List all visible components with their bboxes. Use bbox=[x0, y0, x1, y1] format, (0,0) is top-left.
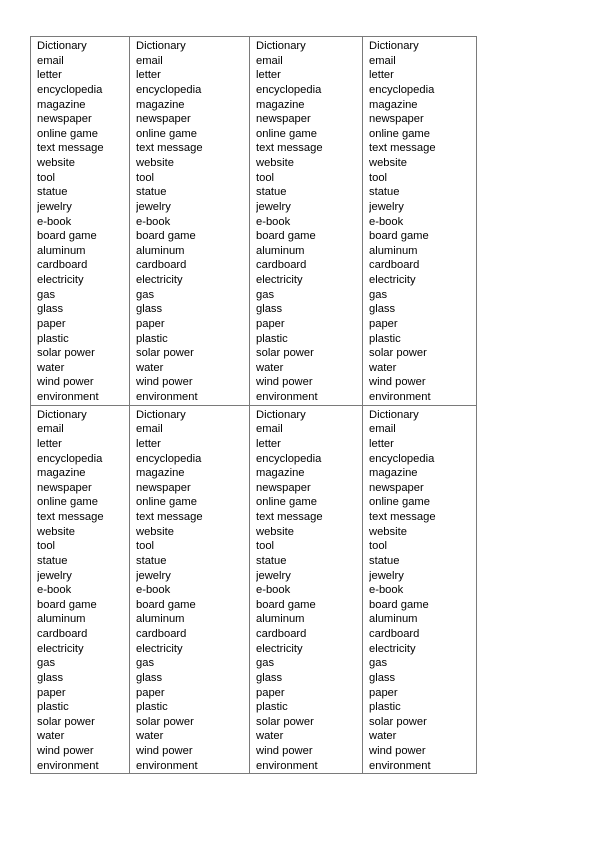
word-grid-table bbox=[30, 36, 477, 774]
word-list-item: email bbox=[136, 423, 163, 436]
word-list-item: tool bbox=[256, 171, 275, 184]
word-list-item: tool bbox=[136, 540, 155, 553]
word-list-item: statue bbox=[136, 186, 167, 199]
word-list-item: electricity bbox=[369, 642, 416, 655]
word-list-item: glass bbox=[256, 671, 283, 684]
word-list-item: email bbox=[369, 54, 396, 67]
word-list-item: Dictionary bbox=[37, 408, 87, 421]
word-list-item: email bbox=[136, 54, 163, 67]
word-list-item: online game bbox=[256, 127, 317, 140]
word-list-item: plastic bbox=[37, 701, 69, 714]
word-list-item: board game bbox=[136, 230, 196, 243]
word-list-item: newspaper bbox=[136, 113, 191, 126]
word-list-item: text message bbox=[256, 142, 323, 155]
word-list-item: plastic bbox=[256, 701, 288, 714]
word-list-item: plastic bbox=[256, 332, 288, 345]
word-list-item: email bbox=[256, 54, 283, 67]
word-list-item: letter bbox=[37, 437, 62, 450]
word-list-cell bbox=[363, 37, 477, 406]
word-list-item: text message bbox=[256, 511, 323, 523]
word-list-item: plastic bbox=[136, 332, 168, 345]
word-list-item: website bbox=[369, 157, 407, 169]
word-list-item: newspaper bbox=[369, 113, 424, 126]
word-list-item: email bbox=[37, 423, 64, 436]
word-list-cell bbox=[31, 37, 130, 406]
word-list-item: environment bbox=[37, 759, 99, 772]
word-list-item: letter bbox=[136, 437, 161, 450]
word-list-item: letter bbox=[369, 437, 394, 450]
word-list-item: tool bbox=[37, 540, 56, 553]
word-list-item: online game bbox=[136, 127, 197, 140]
grid-row bbox=[31, 37, 477, 406]
word-list-item: text message bbox=[136, 142, 203, 155]
word-list-item: website bbox=[37, 157, 75, 169]
word-list-item: statue bbox=[256, 186, 287, 199]
word-list-item: plastic bbox=[136, 701, 168, 714]
word-list-item: environment bbox=[136, 391, 198, 403]
word-list-item: solar power bbox=[136, 715, 194, 728]
word-list-item: letter bbox=[256, 69, 281, 82]
word-list-item: jewelry bbox=[369, 569, 404, 582]
word-list-item: glass bbox=[37, 671, 64, 684]
word-list-item: water bbox=[256, 730, 284, 743]
word-list-item: encyclopedia bbox=[37, 452, 103, 465]
word-list-item: aluminum bbox=[136, 613, 185, 626]
word-list-item: water bbox=[37, 730, 65, 743]
word-list-item: plastic bbox=[37, 332, 69, 345]
word-list-item: solar power bbox=[369, 347, 427, 360]
word-list-item: newspaper bbox=[37, 481, 92, 494]
word-list-item: wind power bbox=[369, 745, 426, 757]
word-list-item: magazine bbox=[37, 98, 86, 111]
word-list-item: board game bbox=[256, 230, 316, 243]
word-list-item: board game bbox=[136, 598, 196, 611]
word-list-item: online game bbox=[136, 496, 197, 509]
word-list-item: magazine bbox=[256, 467, 305, 480]
word-list-item: aluminum bbox=[369, 613, 418, 626]
word-list-item: gas bbox=[256, 657, 275, 670]
word-list-item: e-book bbox=[369, 215, 404, 228]
word-list-item: jewelry bbox=[256, 569, 291, 582]
word-list-item: e-book bbox=[37, 215, 72, 228]
word-list-cell bbox=[363, 405, 477, 774]
word-list-item: environment bbox=[136, 759, 198, 772]
word-list-item: Dictionary bbox=[369, 408, 419, 421]
word-list-item: wind power bbox=[256, 376, 313, 389]
word-list-item: letter bbox=[369, 69, 394, 82]
word-list-item: aluminum bbox=[369, 244, 418, 257]
word-grid-body bbox=[31, 37, 477, 774]
word-list-item: gas bbox=[37, 288, 56, 301]
word-list-item: online game bbox=[37, 127, 98, 140]
word-list-item: solar power bbox=[369, 715, 427, 728]
word-list-item: gas bbox=[136, 288, 155, 301]
word-list-item: paper bbox=[256, 686, 285, 699]
word-list-item: cardboard bbox=[369, 259, 420, 272]
word-list-item: jewelry bbox=[136, 200, 171, 213]
word-list-item: newspaper bbox=[256, 481, 311, 494]
word-list-item: text message bbox=[37, 142, 104, 155]
word-list-item: water bbox=[136, 730, 164, 743]
word-list-item: glass bbox=[369, 303, 396, 316]
word-list-item: cardboard bbox=[256, 628, 307, 640]
word-list-item: electricity bbox=[136, 642, 183, 655]
word-list-item: online game bbox=[256, 496, 317, 509]
word-list-cell bbox=[130, 37, 250, 406]
word-list-item: environment bbox=[256, 759, 318, 772]
word-list-item: jewelry bbox=[136, 569, 171, 582]
word-list-item: cardboard bbox=[369, 628, 420, 640]
word-list-item: electricity bbox=[136, 274, 183, 286]
word-list-item: board game bbox=[256, 598, 316, 611]
word-list-item: tool bbox=[369, 171, 388, 184]
word-list-item: email bbox=[37, 54, 64, 67]
word-list-item: water bbox=[369, 730, 397, 743]
word-list-item: statue bbox=[369, 186, 400, 199]
word-list-item: e-book bbox=[256, 584, 291, 597]
word-list-item: jewelry bbox=[37, 569, 72, 582]
word-list-item: tool bbox=[136, 171, 155, 184]
word-list-item: gas bbox=[369, 288, 388, 301]
word-list-item: encyclopedia bbox=[256, 452, 322, 465]
word-list-item: aluminum bbox=[256, 244, 305, 257]
word-list-item: e-book bbox=[136, 584, 171, 597]
word-list-item: Dictionary bbox=[37, 40, 87, 52]
word-list-item: environment bbox=[256, 391, 318, 403]
word-list-item: gas bbox=[256, 288, 275, 301]
word-list-item: magazine bbox=[369, 467, 418, 480]
word-list-item: solar power bbox=[256, 347, 314, 360]
word-list-item: paper bbox=[369, 686, 398, 699]
word-list-item: paper bbox=[136, 317, 165, 330]
word-list-item: online game bbox=[369, 496, 430, 509]
word-list-item: website bbox=[256, 525, 294, 538]
word-list-item: email bbox=[369, 423, 396, 436]
word-list-item: statue bbox=[136, 554, 167, 567]
word-list-item: electricity bbox=[256, 274, 303, 286]
word-list-item: magazine bbox=[136, 467, 185, 480]
word-list-cell bbox=[130, 405, 250, 774]
word-list-item: paper bbox=[369, 317, 398, 330]
word-list-item: cardboard bbox=[136, 259, 187, 272]
word-list-item: board game bbox=[37, 230, 97, 243]
word-list-item: gas bbox=[369, 657, 388, 670]
word-list-item: e-book bbox=[256, 215, 291, 228]
word-list-item: board game bbox=[37, 598, 97, 611]
word-list-item: letter bbox=[136, 69, 161, 82]
word-list-item: text message bbox=[37, 511, 104, 523]
word-list-item: environment bbox=[369, 759, 431, 772]
word-list-item: newspaper bbox=[136, 481, 191, 494]
word-list-item: glass bbox=[256, 303, 283, 316]
word-list-item: letter bbox=[37, 69, 62, 82]
word-list-item: paper bbox=[37, 317, 66, 330]
word-list-item: magazine bbox=[136, 98, 185, 111]
word-list-item: magazine bbox=[37, 467, 86, 480]
word-list-item: newspaper bbox=[369, 481, 424, 494]
word-list-item: wind power bbox=[256, 745, 313, 757]
word-list-cell bbox=[250, 405, 363, 774]
word-list-item: wind power bbox=[37, 376, 94, 389]
word-list-item: paper bbox=[136, 686, 165, 699]
word-list-item: glass bbox=[37, 303, 64, 316]
word-list-item: solar power bbox=[136, 347, 194, 360]
word-list-item: wind power bbox=[37, 745, 94, 757]
word-list-item: statue bbox=[37, 186, 68, 199]
word-list-item: solar power bbox=[37, 715, 95, 728]
word-list-item: Dictionary bbox=[136, 408, 186, 421]
word-list-item: encyclopedia bbox=[136, 83, 202, 96]
word-list-item: newspaper bbox=[37, 113, 92, 126]
word-list-item: encyclopedia bbox=[369, 83, 435, 96]
word-list-item: statue bbox=[256, 554, 287, 567]
word-list-item: online game bbox=[37, 496, 98, 509]
word-list-item: tool bbox=[256, 540, 275, 553]
word-list-item: board game bbox=[369, 230, 429, 243]
word-list-item: environment bbox=[369, 391, 431, 403]
word-list-item: electricity bbox=[369, 274, 416, 286]
word-list-item: glass bbox=[369, 671, 396, 684]
word-list-item: encyclopedia bbox=[369, 452, 435, 465]
word-list-item: wind power bbox=[136, 745, 193, 757]
word-list-cell bbox=[31, 405, 130, 774]
word-list-item: letter bbox=[256, 437, 281, 450]
word-list-item: Dictionary bbox=[256, 40, 306, 52]
word-list-item: glass bbox=[136, 671, 163, 684]
word-list-item: Dictionary bbox=[256, 408, 306, 421]
word-list-item: encyclopedia bbox=[136, 452, 202, 465]
word-list-item: glass bbox=[136, 303, 163, 316]
grid-row bbox=[31, 405, 477, 774]
word-list-item: gas bbox=[136, 657, 155, 670]
word-list-item: wind power bbox=[136, 376, 193, 389]
word-list-item: plastic bbox=[369, 701, 401, 714]
word-list-item: website bbox=[256, 157, 294, 169]
word-list-item: Dictionary bbox=[136, 40, 186, 52]
word-list-item: gas bbox=[37, 657, 56, 670]
word-list-item: e-book bbox=[136, 215, 171, 228]
word-list-item: cardboard bbox=[37, 628, 88, 640]
word-list-item: website bbox=[136, 525, 174, 538]
word-list-item: cardboard bbox=[256, 259, 307, 272]
word-list-item: cardboard bbox=[37, 259, 88, 272]
word-list-item: online game bbox=[369, 127, 430, 140]
word-list-item: magazine bbox=[256, 98, 305, 111]
word-list-item: email bbox=[256, 423, 283, 436]
word-list-item: solar power bbox=[37, 347, 95, 360]
word-list-item: jewelry bbox=[256, 200, 291, 213]
word-list-item: e-book bbox=[37, 584, 72, 597]
word-list-item: magazine bbox=[369, 98, 418, 111]
word-list-item: website bbox=[369, 525, 407, 538]
word-list-item: electricity bbox=[37, 274, 84, 286]
word-list-item: aluminum bbox=[37, 244, 86, 257]
word-list-item: website bbox=[136, 157, 174, 169]
word-list-item: water bbox=[256, 361, 284, 374]
word-list-item: water bbox=[37, 361, 65, 374]
word-list-cell bbox=[250, 37, 363, 406]
word-list-item: tool bbox=[369, 540, 388, 553]
word-list-item: newspaper bbox=[256, 113, 311, 126]
word-list-item: electricity bbox=[256, 642, 303, 655]
word-list-item: Dictionary bbox=[369, 40, 419, 52]
word-list-item: water bbox=[369, 361, 397, 374]
word-list-item: paper bbox=[37, 686, 66, 699]
word-list-item: text message bbox=[369, 142, 436, 155]
word-list-item: e-book bbox=[369, 584, 404, 597]
word-list-item: aluminum bbox=[256, 613, 305, 626]
word-list-item: cardboard bbox=[136, 628, 187, 640]
word-list-item: jewelry bbox=[369, 200, 404, 213]
word-list-item: statue bbox=[37, 554, 68, 567]
word-list-item: aluminum bbox=[136, 244, 185, 257]
word-list-item: jewelry bbox=[37, 200, 72, 213]
word-list-item: encyclopedia bbox=[37, 83, 103, 96]
word-list-item: statue bbox=[369, 554, 400, 567]
word-list-item: encyclopedia bbox=[256, 83, 322, 96]
word-list-item: plastic bbox=[369, 332, 401, 345]
word-list-item: electricity bbox=[37, 642, 84, 655]
word-list-item: text message bbox=[369, 511, 436, 523]
word-list-item: website bbox=[37, 525, 75, 538]
word-list-item: paper bbox=[256, 317, 285, 330]
word-list-item: board game bbox=[369, 598, 429, 611]
word-list-item: wind power bbox=[369, 376, 426, 389]
word-list-item: tool bbox=[37, 171, 56, 184]
word-list-item: solar power bbox=[256, 715, 314, 728]
word-list-item: water bbox=[136, 361, 164, 374]
word-list-item: aluminum bbox=[37, 613, 86, 626]
word-list-item: environment bbox=[37, 391, 99, 403]
word-list-item: text message bbox=[136, 511, 203, 523]
